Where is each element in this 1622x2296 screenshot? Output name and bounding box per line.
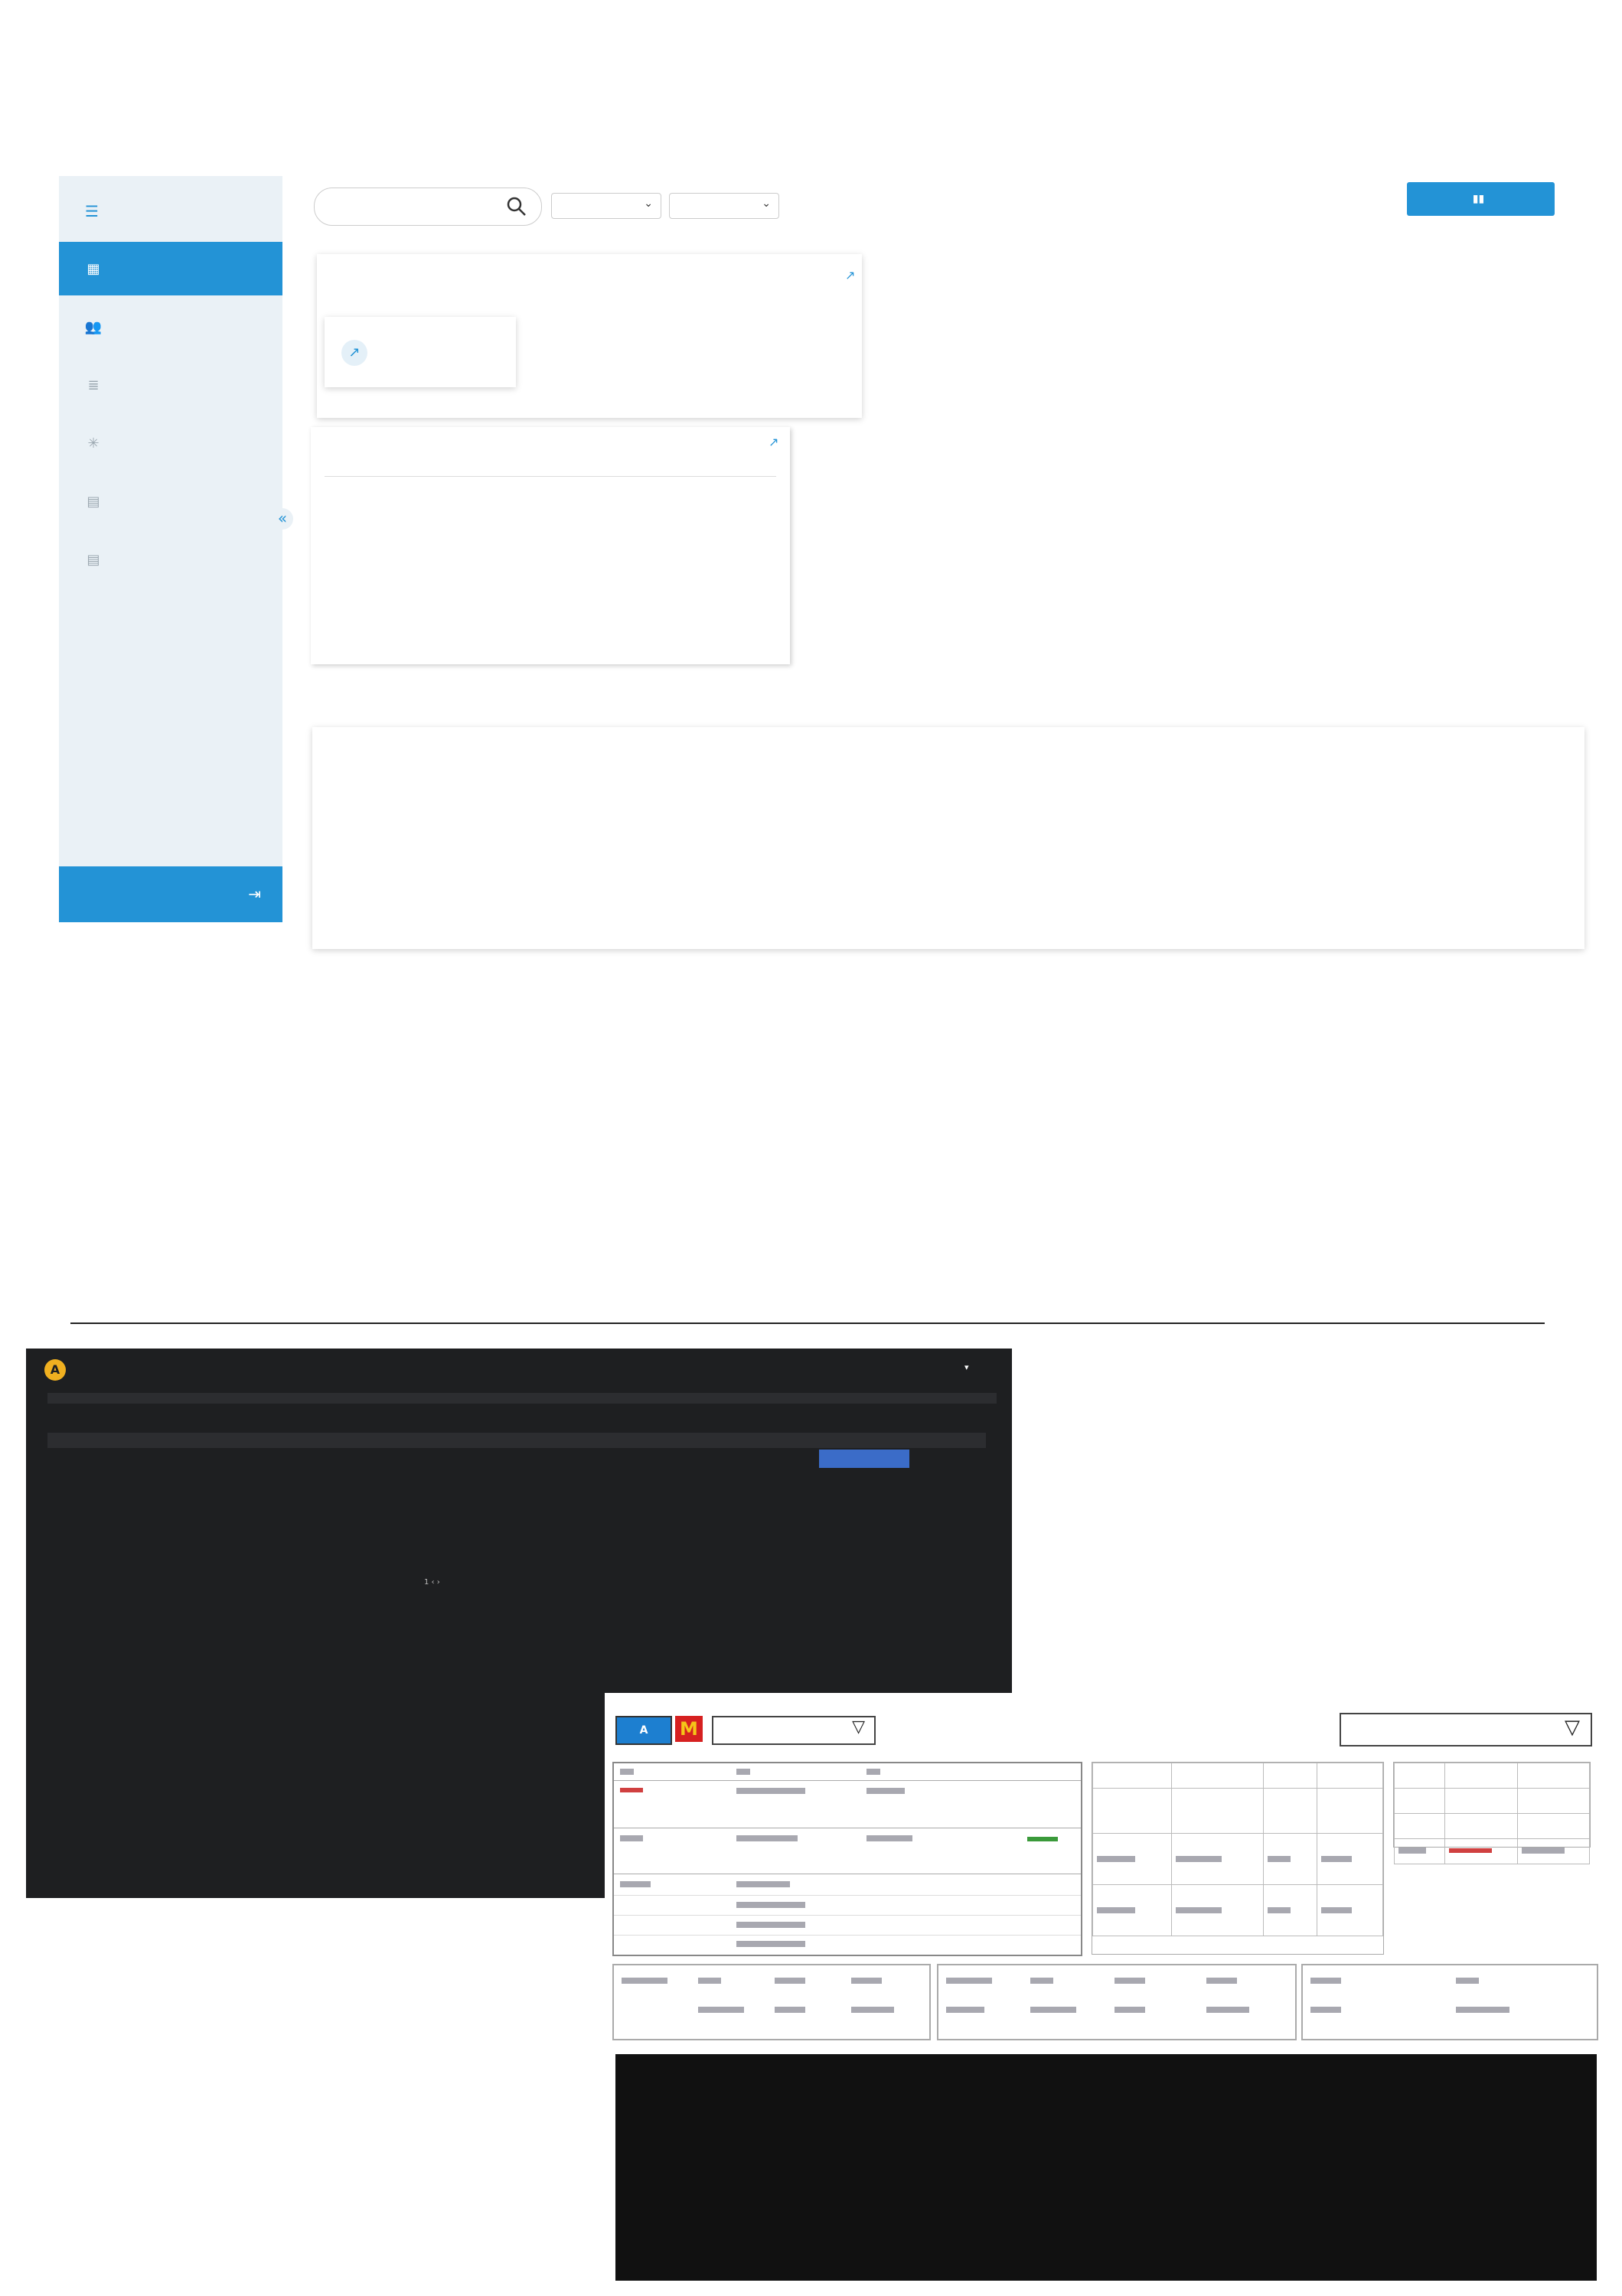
stat-card[interactable] [325,317,516,387]
sidebar-item-system-log[interactable] [59,533,282,586]
search-icon [506,196,527,217]
bandwidth-chart-panel [615,2054,1597,2281]
header-placeholder [1456,1978,1479,1984]
device-table-sketch [612,1762,1082,1956]
column-header[interactable] [1093,1763,1172,1789]
table-row[interactable] [1093,1885,1383,1936]
bar-chart-icon: ▮▮ [1472,193,1485,205]
cell-placeholder [775,2007,805,2013]
chevron-down-icon: ⌄ [644,197,653,210]
header-placeholder [851,1978,882,1984]
cell-placeholder [1027,1837,1058,1841]
column-header[interactable] [352,467,415,477]
cell-placeholder [1093,1885,1172,1936]
chevron-down-icon: ▽ [1565,1716,1580,1739]
column-header[interactable] [1517,1763,1589,1789]
cell-placeholder [620,1788,643,1792]
sidebar-item-alerts[interactable] [59,475,282,528]
cell-placeholder [1310,2007,1341,2013]
network-select[interactable] [712,1716,876,1745]
current-firmware [1445,1789,1517,1814]
topology-icon: ✳ [87,435,100,452]
column-header[interactable] [1395,1763,1445,1789]
dark-left-header [47,1433,545,1448]
sidebar-item-devices[interactable] [59,358,282,412]
table-row[interactable] [1395,1789,1590,1814]
cell-placeholder [1264,1885,1317,1936]
table-row[interactable] [614,1895,1081,1916]
dark-stats [70,1627,545,1673]
table-row[interactable] [1395,1814,1590,1839]
link-icon: ↗ [341,340,367,366]
latest-firmware [1517,1814,1589,1839]
cell-placeholder [698,2007,744,2013]
logout-icon[interactable]: ⇥ [248,885,261,903]
cell-placeholder [736,1941,805,1947]
cell-placeholder [620,1835,643,1841]
log-icon: ▤ [86,551,100,568]
dropdown-month[interactable] [551,193,661,219]
current-firmware [1445,1814,1517,1839]
cell-placeholder [736,1922,805,1928]
firmware-table-sketch [1393,1762,1591,1848]
cell-placeholder [1456,2007,1509,2013]
table-row[interactable] [614,1828,1081,1874]
document-icon: ▤ [86,493,100,510]
cell-placeholder [1395,1839,1445,1864]
period-select[interactable] [1340,1713,1592,1746]
header-placeholder [866,1769,880,1775]
ssid-table-sketch [1092,1762,1384,1955]
header-bar [47,1393,997,1404]
cell-placeholder [1317,1834,1382,1885]
users-icon: 👥 [84,318,103,335]
traffic-cell [1172,1789,1264,1834]
right-table-panel [880,265,1555,609]
table-header-row [1395,1763,1590,1789]
cell-placeholder [1264,1834,1317,1885]
dark-dashboard [26,1349,1012,1693]
sidebar-footer [59,866,282,922]
sketch-top [605,1699,1592,1959]
grid-icon: ▦ [86,260,100,277]
cell-placeholder [620,1881,651,1887]
header-placeholder [946,1978,992,1984]
table-row[interactable] [614,1780,1081,1828]
sidebar-item-clients[interactable] [59,300,282,354]
cell-placeholder [1172,1885,1264,1936]
column-header[interactable] [1317,1763,1382,1789]
pagination[interactable]: 1 ‹ › [424,1578,440,1587]
table-header-row [325,467,776,477]
cell-placeholder [736,1788,805,1794]
cell-placeholder [1093,1834,1172,1885]
header-placeholder [1310,1978,1341,1984]
header-placeholder [698,1978,721,1984]
highlight-cell [819,1450,909,1468]
column-header[interactable] [599,467,651,477]
chevron-down-icon: ⌄ [762,197,771,210]
cell-placeholder [1172,1834,1264,1885]
table-row[interactable] [1395,1839,1590,1864]
download-button[interactable] [1407,182,1555,216]
cell-placeholder [1517,1839,1589,1864]
cell-placeholder [866,1788,905,1794]
cell-placeholder [866,1835,912,1841]
external-link-icon[interactable]: ↗ [845,268,856,282]
table-header-row [1093,1763,1383,1789]
dark-chart-svg [26,1693,605,1898]
menu-icon: ☰ [85,202,99,220]
table-row[interactable] [1093,1834,1383,1885]
header-placeholder [620,1769,634,1775]
header-placeholder [1030,1978,1053,1984]
column-header[interactable] [477,467,540,477]
wan-card-sketch [612,1964,931,2040]
cell-placeholder [851,2007,894,2013]
cell-placeholder [1030,2007,1076,2013]
header-placeholder [1206,1978,1237,1984]
sidebar [59,176,282,922]
column-header[interactable] [713,467,776,477]
latest-firmware [1517,1789,1589,1814]
cell-placeholder [1317,1885,1382,1936]
header-placeholder [775,1978,805,1984]
cell-placeholder [736,1835,798,1841]
external-link-icon[interactable]: ↗ [769,435,779,449]
table-row[interactable] [1093,1789,1383,1834]
search-input[interactable] [314,188,542,226]
card-sketch-2 [937,1964,1297,2040]
table-row[interactable] [614,1915,1081,1936]
table-row[interactable] [614,1874,1081,1896]
traffic-chart [312,727,1584,949]
sidebar-item-dashboard[interactable] [59,242,282,295]
device-type [1395,1789,1445,1814]
divider [70,1322,1545,1324]
brand-logo: A [44,1359,66,1381]
dark-traffic-chart [26,1693,605,1898]
cell-placeholder [736,1881,790,1887]
cell-placeholder [946,2007,984,2013]
ssid-table [1092,1763,1383,1936]
double-chevron-left-icon[interactable]: « [272,508,293,530]
header-placeholder [1115,1978,1145,1984]
mcdonalds-logo: M [675,1716,703,1742]
chevron-down-icon: ▽ [852,1717,865,1737]
table-row[interactable] [614,1935,1081,1953]
dark-right-header [542,1433,986,1448]
left-table-panel [311,427,790,664]
dropdown-week[interactable] [669,193,779,219]
column-header[interactable] [325,467,352,477]
users-cell [1264,1789,1317,1834]
column-header[interactable] [651,467,714,477]
card-sketch-3 [1301,1964,1598,2040]
cell-placeholder [1115,2007,1145,2013]
card-panel [317,254,862,418]
cell-placeholder [1445,1839,1517,1864]
ssid-name [1093,1789,1172,1834]
column-header[interactable] [415,467,478,477]
header-placeholder [622,1978,667,1984]
header-placeholder [736,1769,750,1775]
traffic-chart-panel [312,727,1584,949]
sidebar-item-topology[interactable] [59,416,282,470]
device-type [1395,1814,1445,1839]
bandwidth-chart [615,2054,1597,2281]
latency-cell [1317,1789,1382,1834]
cell-placeholder [736,1902,805,1908]
brand-logo-sketch: A [615,1716,672,1745]
table-header-row [614,1763,1081,1781]
server-icon: ≣ [87,377,100,393]
cell-placeholder [1206,2007,1249,2013]
firmware-table [1394,1763,1590,1864]
left-table [325,467,776,477]
column-header[interactable] [1264,1763,1317,1789]
column-header[interactable] [1172,1763,1264,1789]
profile[interactable] [85,202,106,220]
column-header[interactable] [540,467,599,477]
column-header[interactable] [1445,1763,1517,1789]
chevron-down-icon[interactable]: ▾ [964,1362,969,1372]
